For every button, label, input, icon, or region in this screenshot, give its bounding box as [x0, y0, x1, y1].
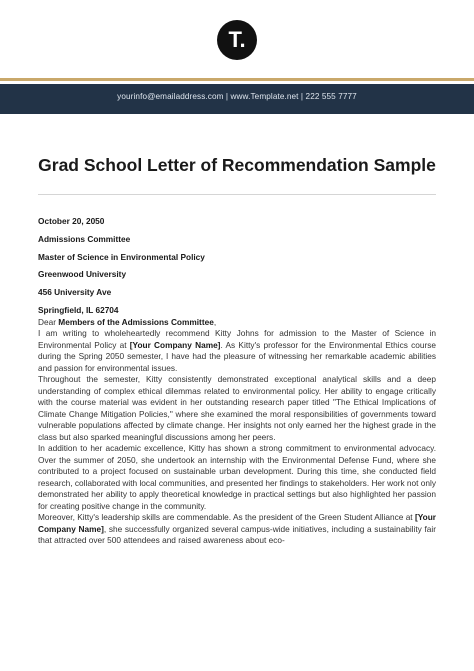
logo-area [0, 20, 474, 60]
recipient: Admissions Committee [38, 233, 131, 244]
program-name: Master of Science in Environmental Policy [38, 251, 205, 262]
paragraph-4 [38, 512, 436, 547]
salutation-suffix: , [213, 316, 217, 327]
letter-body [38, 317, 436, 547]
salutation-prefix: Dear [38, 316, 59, 327]
paragraph-1-text-b: . As Kitty's professor for the Environmental Ethics course during the Spring 2050 semester, I have had the pleasure of witnessing her remarkable academic abilities and passion for environmental issues. [38, 339, 436, 373]
company-placeholder: [Your Company Name] [129, 339, 221, 350]
salutation [38, 317, 436, 329]
letter-date: October 20, 2050 [38, 216, 105, 226]
paragraph-4-text-a: Moreover, Kitty's leadership skills are commendable. As the president of the Green Student Alliance at [38, 512, 415, 523]
paragraph-1 [38, 328, 436, 374]
paragraph-3: In addition to her academic excellence, Kitty has shown a strong commitment to environmental advocacy. Over the summer of 2050, she undertook an internship with the Environmental Defense Fund, where she contributed to a project focused on sustainable urban development. During this time, she conducted field research, collaborated with local communities, and presented her findings to stakeholders. Her work not only demonstrated her ability to apply theoretical knowledge in practical settings but also highlighted her passion for creating positive change in the community. [38, 443, 436, 511]
band-divider [0, 81, 474, 84]
paragraph-2: Throughout the semester, Kitty consistently demonstrated exceptional analytical skills and a deep understanding of complex ethical dilemmas related to environmental policy. Her ability to engage critically with the course material was evident in her outstanding research paper titled "The Ethical Implications of Climate Change Mitigation Policies," where she examined the moral responsibilities of governments toward vulnerable populations affected by climate change. Her insights not only earned her the highest grade in the class but also sparked meaningful discussions among her peers. [38, 374, 436, 442]
title-divider [38, 194, 436, 195]
contact-info: yourinfo@emailaddress.com | www.Template.net | 222 555 7777 [117, 92, 357, 101]
salutation-name: Members of the Admissions Committee [58, 316, 214, 327]
template-logo: T. [217, 20, 257, 60]
contact-band [0, 78, 474, 114]
city-state-zip: Springfield, IL 62704 [38, 304, 119, 315]
university-name: Greenwood University [38, 269, 127, 280]
letter-content [38, 216, 436, 547]
street-address: 456 University Ave [38, 287, 112, 298]
paragraph-4-text-b: , she successfully organized several campus-wide initiatives, including a sustainability fair that attracted over 500 attendees and raised awareness about eco- [38, 523, 437, 546]
company-placeholder: [Your Company Name] [38, 512, 436, 534]
document-title: Grad School Letter of Recommendation Sample [38, 155, 436, 175]
paragraph-1-text-a: I am writing to wholeheartedly recommend Kitty Johns for admission to the Master of Science in Environmental Policy at [38, 328, 436, 350]
